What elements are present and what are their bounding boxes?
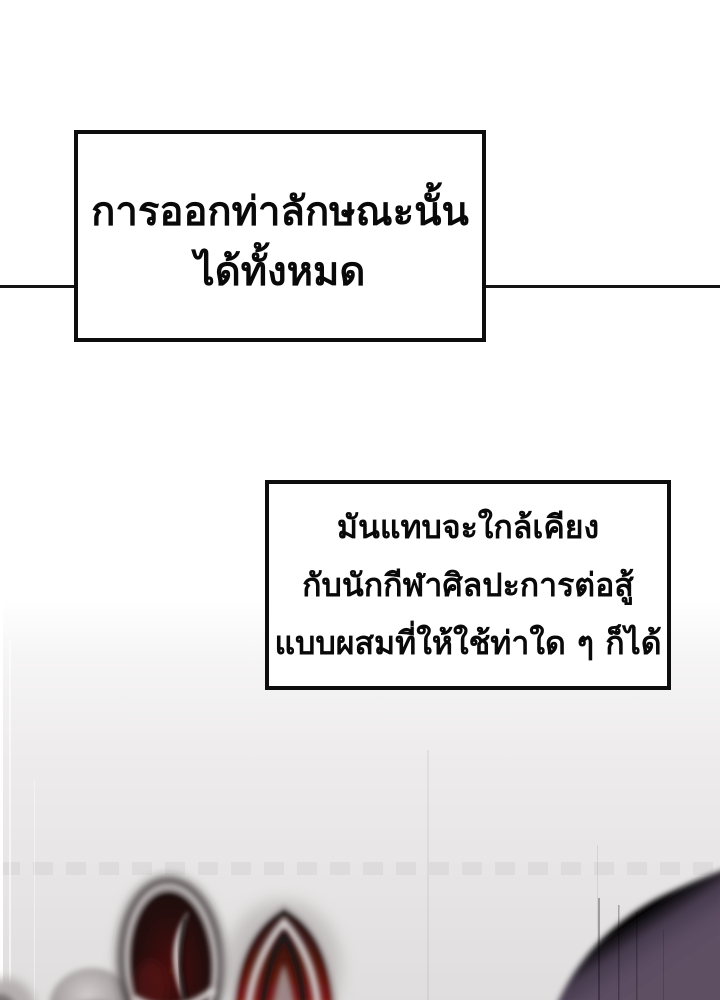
claws-and-figure-artwork bbox=[0, 680, 720, 1000]
figure-streak bbox=[618, 905, 620, 1000]
figure-shoulder bbox=[556, 869, 720, 1000]
caption-bottom-line-3: แบบผสมที่ให้ใช้ท่าใด ๆ ก็ได้ bbox=[274, 624, 662, 663]
caption-box-bottom bbox=[265, 480, 671, 690]
caption-box-top bbox=[74, 130, 486, 342]
caption-bottom-line-2: กับนักกีฬาศิลปะการต่อสู้ bbox=[302, 565, 634, 604]
caption-top-line-1: การออกท่าลักษณะนั้น bbox=[91, 189, 469, 235]
figure-streak bbox=[636, 912, 638, 1000]
claw-shape-left bbox=[115, 875, 228, 1000]
knuckle-shape-corner bbox=[0, 978, 36, 1000]
figure-streak bbox=[598, 898, 600, 1000]
caption-top-line-2: ได้ทั้งหมด bbox=[194, 249, 366, 295]
figure-streak bbox=[663, 930, 664, 1000]
claw-shape-right bbox=[225, 900, 341, 1000]
caption-bottom-line-1: มันแทบจะใกล้เคียง bbox=[336, 507, 600, 546]
